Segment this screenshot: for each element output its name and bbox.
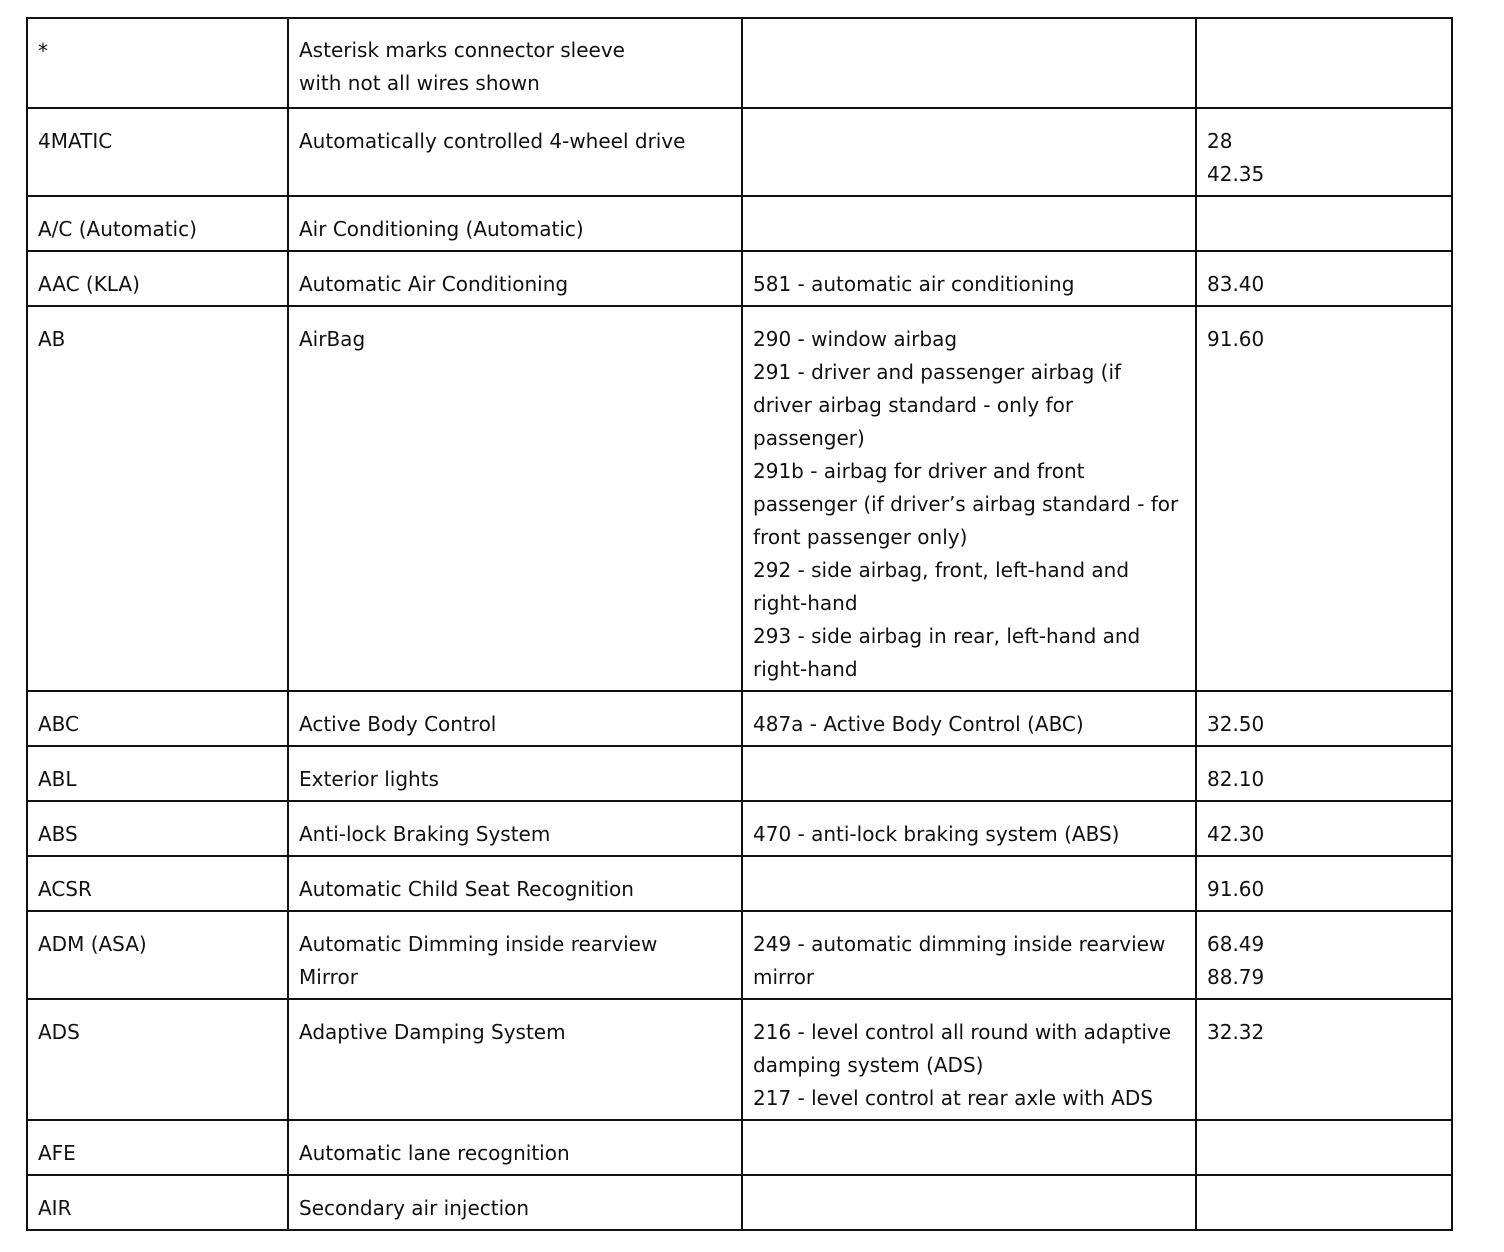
reference-cell — [1196, 1175, 1452, 1230]
table-row — [27, 801, 1452, 856]
table-row — [27, 251, 1452, 306]
abbreviation-cell: ABS — [27, 801, 288, 856]
option-code-cell: 581 - automatic air conditioning — [742, 251, 1196, 306]
table-row — [27, 691, 1452, 746]
option-code-cell — [742, 1175, 1196, 1230]
table-row — [27, 18, 1452, 108]
option-code-cell — [742, 196, 1196, 251]
meaning-cell: Air Conditioning (Automatic) — [288, 196, 742, 251]
abbreviation-cell: ACSR — [27, 856, 288, 911]
abbreviation-cell: AAC (KLA) — [27, 251, 288, 306]
meaning-cell: Automatic lane recognition — [288, 1120, 742, 1175]
meaning-cell: Adaptive Damping System — [288, 999, 742, 1120]
option-code-cell: 290 - window airbag 291 - driver and passenger airbag (if driver airbag standard - only for passenger) 291b - airbag for driver and front passenger (if driver’s airbag standard - for front passenger only) 292 - side airbag, front, left-hand and right-hand 293 - side airbag in rear, left-hand and right-hand — [742, 306, 1196, 691]
option-code-cell: 487a - Active Body Control (ABC) — [742, 691, 1196, 746]
reference-cell: 83.40 — [1196, 251, 1452, 306]
meaning-cell: Automatic Air Conditioning — [288, 251, 742, 306]
meaning-cell: Secondary air injection — [288, 1175, 742, 1230]
reference-cell — [1196, 1120, 1452, 1175]
abbreviation-cell: 4MATIC — [27, 108, 288, 196]
meaning-cell: Automatic Dimming inside rearview Mirror — [288, 911, 742, 999]
meaning-cell: Anti-lock Braking System — [288, 801, 742, 856]
abbreviation-table — [26, 17, 1453, 1231]
option-code-cell: 216 - level control all round with adaptive damping system (ADS) 217 - level control at rear axle with ADS — [742, 999, 1196, 1120]
abbreviation-cell: AIR — [27, 1175, 288, 1230]
meaning-cell: Exterior lights — [288, 746, 742, 801]
reference-cell: 91.60 — [1196, 306, 1452, 691]
reference-cell: 82.10 — [1196, 746, 1452, 801]
meaning-cell: AirBag — [288, 306, 742, 691]
table-row — [27, 746, 1452, 801]
abbreviation-cell: A/C (Automatic) — [27, 196, 288, 251]
option-code-cell — [742, 108, 1196, 196]
table-row — [27, 108, 1452, 196]
reference-cell: 42.30 — [1196, 801, 1452, 856]
abbreviation-cell: ABL — [27, 746, 288, 801]
meaning-cell: Automatic Child Seat Recognition — [288, 856, 742, 911]
reference-cell — [1196, 18, 1452, 108]
reference-cell: 68.49 88.79 — [1196, 911, 1452, 999]
reference-cell: 32.50 — [1196, 691, 1452, 746]
table-row — [27, 196, 1452, 251]
table-row — [27, 306, 1452, 691]
table-row — [27, 1175, 1452, 1230]
abbreviation-cell: ADS — [27, 999, 288, 1120]
reference-cell — [1196, 196, 1452, 251]
reference-cell: 91.60 — [1196, 856, 1452, 911]
table-row — [27, 856, 1452, 911]
meaning-cell: Active Body Control — [288, 691, 742, 746]
meaning-cell: Automatically controlled 4-wheel drive — [288, 108, 742, 196]
abbreviation-cell: AB — [27, 306, 288, 691]
abbreviation-cell: ABC — [27, 691, 288, 746]
option-code-cell — [742, 746, 1196, 801]
table-row — [27, 1120, 1452, 1175]
table-row — [27, 911, 1452, 999]
reference-cell: 32.32 — [1196, 999, 1452, 1120]
table-row — [27, 999, 1452, 1120]
abbreviation-cell: ADM (ASA) — [27, 911, 288, 999]
abbreviation-cell: * — [27, 18, 288, 108]
option-code-cell: 249 - automatic dimming inside rearview mirror — [742, 911, 1196, 999]
option-code-cell: 470 - anti-lock braking system (ABS) — [742, 801, 1196, 856]
reference-cell: 28 42.35 — [1196, 108, 1452, 196]
abbreviation-cell: AFE — [27, 1120, 288, 1175]
meaning-cell: Asterisk marks connector sleeve with not all wires shown — [288, 18, 742, 108]
option-code-cell — [742, 1120, 1196, 1175]
option-code-cell — [742, 856, 1196, 911]
option-code-cell — [742, 18, 1196, 108]
